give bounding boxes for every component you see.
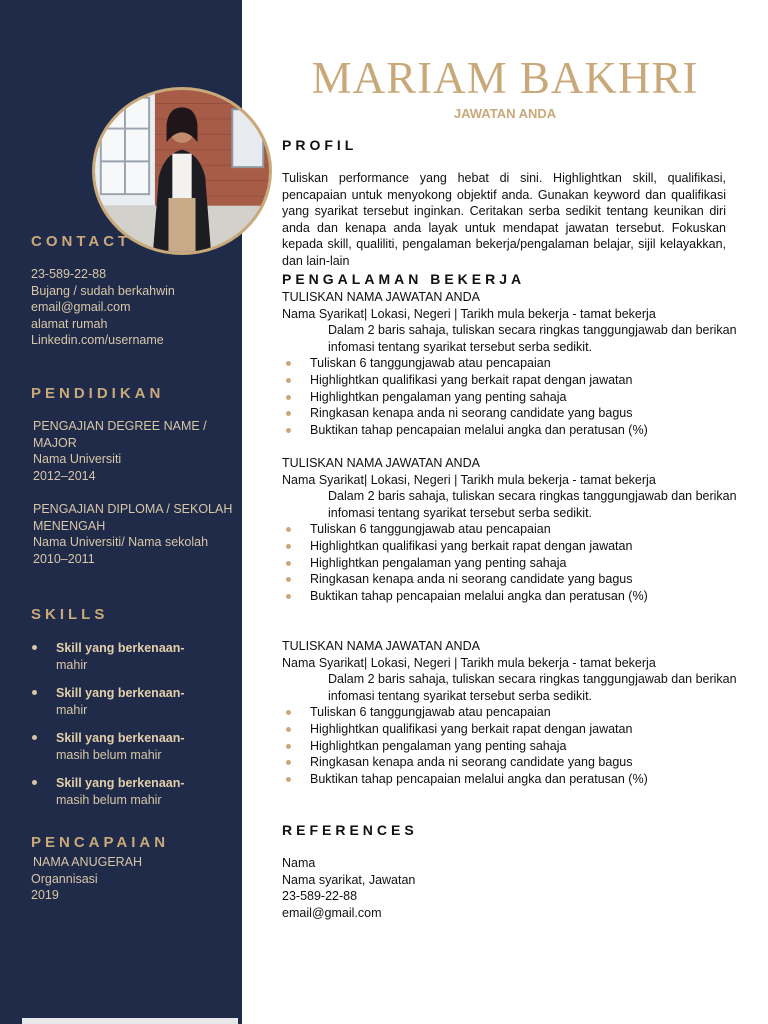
candidate-name: MARIAM BAKHRI bbox=[311, 53, 699, 103]
education-institution: Nama Universiti/ Nama sekolah bbox=[33, 535, 209, 549]
skill-name: Skill yang berkenaan- bbox=[56, 686, 185, 700]
contact-phone: 23-589-22-88 bbox=[31, 267, 107, 281]
skill-level: mahir bbox=[56, 658, 88, 672]
education-years: 2012–2014 bbox=[33, 468, 96, 483]
bullet-icon bbox=[286, 527, 291, 532]
bullet-icon bbox=[32, 645, 37, 650]
skill-level: masih belum mahir bbox=[56, 793, 162, 807]
contact-linkedin: Linkedin.com/username bbox=[31, 333, 164, 347]
sidebar-bottom-strip bbox=[22, 1018, 238, 1024]
reference-name: Nama bbox=[282, 856, 316, 870]
contact-details bbox=[31, 266, 175, 349]
profile-heading: PROFIL bbox=[282, 137, 358, 153]
job-description: Dalam 2 baris sahaja, tuliskan secara ringkas tanggungjawab dan berikan infomasi tentang syarikat tersebut serba sedikit. bbox=[328, 323, 737, 354]
profile-summary: Tuliskan performance yang hebat di sini. Highlightkan skill, qualifikasi, pencapaian untuk menyokong objektif anda. Gunakan keyword dan qualifikasi yang syarikat tersebut inginkan. Ceritakan serba sedikit tentang keunikan diri anda dan kenapa anda layak untuk mendapat jawatan tersebut. Fokuskan kepada skill, qualiliti, pengalaman bekerja/pengalaman belajar, sijil kelayakkan, dan lain-lain bbox=[282, 171, 726, 268]
job-bullets bbox=[282, 704, 742, 787]
bullet-icon bbox=[286, 411, 291, 416]
bullet-icon bbox=[286, 361, 291, 366]
list-item-text: Highlightkan pengalaman yang penting sahaja bbox=[310, 738, 567, 753]
bullet-icon bbox=[286, 544, 291, 549]
skill-name: Skill yang berkenaan- bbox=[56, 731, 185, 745]
list-item-text: Highlightkan qualifikasi yang berkait rapat dengan jawatan bbox=[310, 538, 633, 553]
skill-item bbox=[31, 640, 231, 674]
skill-level: mahir bbox=[56, 703, 88, 717]
list-item bbox=[282, 355, 742, 372]
education-heading: PENDIDIKAN bbox=[31, 385, 165, 402]
list-item bbox=[282, 588, 742, 605]
education-degree: PENGAJIAN DEGREE NAME / bbox=[33, 419, 207, 433]
bullet-icon bbox=[286, 577, 291, 582]
skills-heading: SKILLS bbox=[31, 606, 109, 623]
references-heading: REFERENCES bbox=[282, 822, 418, 838]
education-degree-major: MENENGAH bbox=[33, 518, 106, 533]
skill-level: masih belum mahir bbox=[56, 748, 162, 762]
reference-email: email@gmail.com bbox=[282, 905, 382, 920]
bullet-icon bbox=[286, 760, 291, 765]
education-entry bbox=[33, 418, 207, 484]
education-years: 2010–2011 bbox=[33, 551, 95, 566]
bullet-icon bbox=[286, 378, 291, 383]
skill-item bbox=[31, 685, 231, 719]
job-description: Dalam 2 baris sahaja, tuliskan secara ringkas tanggungjawab dan berikan infomasi tentang syarikat tersebut serba sedikit. bbox=[328, 489, 737, 520]
list-item-text: Ringkasan kenapa anda ni seorang candidate yang bagus bbox=[310, 406, 633, 421]
list-item bbox=[282, 738, 742, 755]
bullet-icon bbox=[286, 727, 291, 732]
bullet-icon bbox=[32, 780, 37, 785]
skill-name: Skill yang berkenaan- bbox=[56, 641, 185, 655]
list-item-text: Ringkasan kenapa anda ni seorang candidate yang bagus bbox=[310, 755, 633, 770]
job-position: TULISKAN NAMA JAWATAN ANDA bbox=[282, 290, 480, 304]
list-item-text: Tuliskan 6 tanggungjawab atau pencapaian bbox=[310, 705, 551, 720]
list-item bbox=[282, 372, 742, 389]
list-item bbox=[282, 771, 742, 788]
bullet-icon bbox=[286, 594, 291, 599]
award-name: NAMA ANUGERAH bbox=[33, 855, 143, 869]
job-position: TULISKAN NAMA JAWATAN ANDA bbox=[282, 639, 480, 653]
experience-heading: PENGALAMAN BEKERJA bbox=[282, 271, 526, 287]
skill-name: Skill yang berkenaan- bbox=[56, 776, 185, 790]
job-description: Dalam 2 baris sahaja, tuliskan secara ringkas tanggungjawab dan berikan infomasi tentang syarikat tersebut serba sedikit. bbox=[328, 672, 737, 703]
bullet-icon bbox=[286, 777, 291, 782]
candidate-job-title: JAWATAN ANDA bbox=[453, 106, 557, 121]
list-item bbox=[282, 538, 742, 555]
achievements-heading: PENCAPAIAN bbox=[31, 834, 170, 851]
bullet-icon bbox=[32, 690, 37, 695]
contact-email: email@gmail.com bbox=[31, 300, 131, 314]
contact-marital-status: Bujang / sudah berkahwin bbox=[31, 283, 175, 298]
experience-entry bbox=[282, 289, 742, 438]
list-item-text: Buktikan tahap pencapaian melalui angka dan peratusan (%) bbox=[310, 588, 648, 603]
list-item-text: Buktikan tahap pencapaian melalui angka dan peratusan (%) bbox=[310, 771, 648, 786]
list-item bbox=[282, 555, 742, 572]
job-meta: Nama Syarikat| Lokasi, Negeri | Tarikh mula bekerja - tamat bekerja bbox=[282, 306, 656, 321]
job-meta: Nama Syarikat| Lokasi, Negeri | Tarikh mula bekerja - tamat bekerja bbox=[282, 472, 656, 487]
experience-entry bbox=[282, 455, 742, 604]
education-entry bbox=[33, 501, 232, 567]
list-item bbox=[282, 754, 742, 771]
education-institution: Nama Universiti bbox=[33, 452, 122, 466]
achievement-entry bbox=[31, 854, 142, 904]
bullet-icon bbox=[32, 735, 37, 740]
list-item bbox=[282, 389, 742, 406]
references-details bbox=[282, 855, 415, 921]
list-item-text: Buktikan tahap pencapaian melalui angka dan peratusan (%) bbox=[310, 422, 648, 437]
skill-item bbox=[31, 775, 231, 809]
list-item-text: Highlightkan qualifikasi yang berkait rapat dengan jawatan bbox=[310, 721, 633, 736]
bullet-icon bbox=[286, 428, 291, 433]
list-item-text: Highlightkan qualifikasi yang berkait rapat dengan jawatan bbox=[310, 372, 633, 387]
reference-phone: 23-589-22-88 bbox=[282, 889, 358, 904]
list-item-text: Tuliskan 6 tanggungjawab atau pencapaian bbox=[310, 522, 551, 537]
education-degree-major: MAJOR bbox=[33, 435, 77, 450]
list-item bbox=[282, 704, 742, 721]
education-degree: PENGAJIAN DIPLOMA / SEKOLAH bbox=[33, 502, 233, 516]
award-year: 2019 bbox=[31, 888, 59, 902]
reference-company: Nama syarikat, Jawatan bbox=[282, 872, 416, 887]
skills-list bbox=[31, 640, 231, 820]
list-item bbox=[282, 422, 742, 439]
job-bullets bbox=[282, 521, 742, 604]
contact-address: alamat rumah bbox=[31, 316, 108, 331]
list-item bbox=[282, 405, 742, 422]
list-item-text: Ringkasan kenapa anda ni seorang candidate yang bagus bbox=[310, 572, 633, 587]
job-meta: Nama Syarikat| Lokasi, Negeri | Tarikh mula bekerja - tamat bekerja bbox=[282, 655, 656, 670]
award-organisation: Organnisasi bbox=[31, 871, 98, 886]
job-bullets bbox=[282, 355, 742, 438]
list-item-text: Highlightkan pengalaman yang penting sahaja bbox=[310, 555, 567, 570]
list-item-text: Tuliskan 6 tanggungjawab atau pencapaian bbox=[310, 356, 551, 371]
bullet-icon bbox=[286, 710, 291, 715]
job-position: TULISKAN NAMA JAWATAN ANDA bbox=[282, 456, 480, 470]
list-item bbox=[282, 571, 742, 588]
list-item bbox=[282, 521, 742, 538]
contact-heading: CONTACT bbox=[31, 233, 132, 250]
experience-entry bbox=[282, 638, 742, 787]
bullet-icon bbox=[286, 395, 291, 400]
skill-item bbox=[31, 730, 231, 764]
bullet-icon bbox=[286, 744, 291, 749]
list-item bbox=[282, 721, 742, 738]
list-item-text: Highlightkan pengalaman yang penting sahaja bbox=[310, 389, 567, 404]
bullet-icon bbox=[286, 561, 291, 566]
